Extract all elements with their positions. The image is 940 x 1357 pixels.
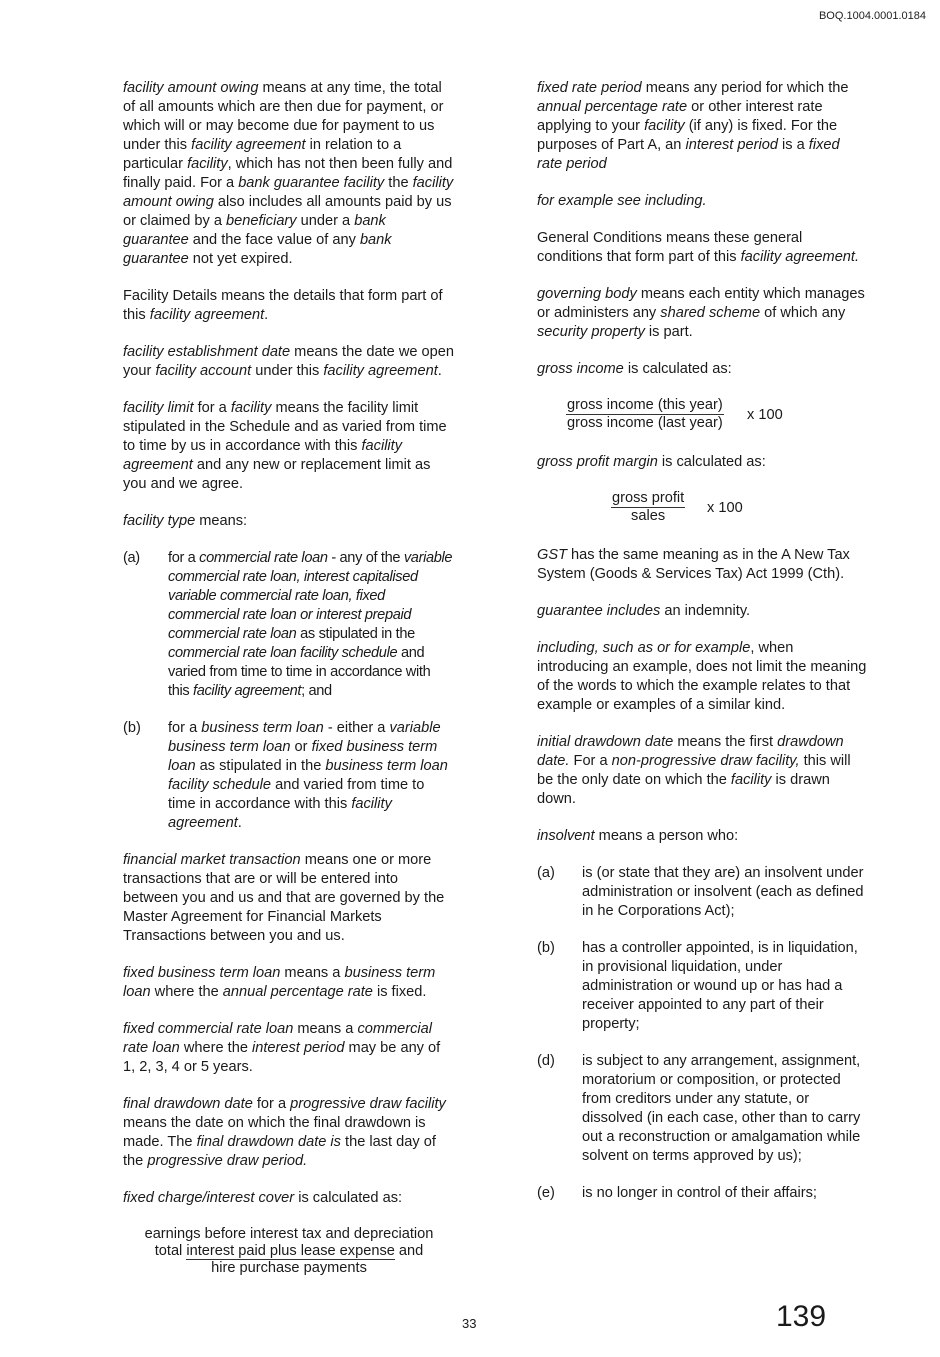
definition-final-drawdown-date: final drawdown date for a progressive draw facility means the date on which the final drawdown is made. The final drawdown date is the last day of the progressive draw period. [123,1096,446,1169]
document-reference: BOQ.1004.0001.0184 [818,10,926,22]
definition-fixed-rate-period: fixed rate period means any period for which the annual percentage rate or other interest rate applying to your facility (if any) is fixed. For the purposes of Part A, an interest period is a fixed rate period [537,80,849,172]
definition-facility-details: Facility Details means the details that form part of this facility agreement. [123,288,443,323]
definition-general-conditions: General Conditions means these general conditions that form part of this facility agreement. [537,230,860,265]
formula-numerator: gross income (this year) [567,397,723,413]
definition-including: including, such as or for example, when introducing an example, does not limit the meaning of the words to which the example relates to that example or examples of a similar kind. [537,640,867,713]
insolvent-item-d: (d) is subject to any arrangement, assignment, moratorium or composition, or protected from creditors under any statute, or dissolved (in each case, other than to carry out a reconstruction or amalgamation while solvent on terms approved by us); [537,1053,861,1164]
definition-guarantee: guarantee includes an indemnity. [537,603,751,619]
item-label: (a) [537,865,555,881]
facility-type-item-a: (a) for a commercial rate loan - any of the variable commercial rate loan, interest capitalised variable commercial rate loan, fixed commercial rate loan or interest prepaid commercial rate loan as stipulated in the commercial rate loan facility schedule and varied from time to time in accordance with this facility agreement; and [123,550,453,699]
item-label: (b) [123,720,141,736]
formula-line-1: earnings before interest tax and depreciation [144,1226,434,1242]
definition-facility-amount-owing: facility amount owing means at any time, the total of all amounts which are then due for payment, or which will or may become due for payment to us under this facility agreement in relation to a particular facility, which has not then been fully and finally paid. For a bank guarantee facility the facility amount owing also includes all amounts paid by us or claimed by a beneficiary under a bank guarantee and the face value of any bank guarantee not yet expired. [123,80,454,267]
formula-line-2: total interest paid plus lease expense and [154,1243,424,1259]
definition-financial-market-transaction: financial market transaction means one or more transactions that are or will be entered into between you and us and that are governed by the Master Agreement for Financial Markets Transactions between you and us. [123,852,445,944]
formula-denominator: gross income (last year) [567,415,723,431]
definition-fixed-business-term-loan: fixed business term loan means a business term loan where the annual percentage rate is fixed. [123,965,436,1000]
definition-facility-limit: facility limit for a facility means the facility limit stipulated in the Schedule and as varied from time to time by us in accordance with this facility agreement and any new or replacement limit as you and we agree. [123,400,447,492]
bates-number: 139 [776,1300,827,1333]
definition-gross-profit-margin: gross profit margin is calculated as: [537,454,766,470]
insolvent-item-b: (b) has a controller appointed, is in liquidation, in provisional liquidation, under administration or wound up or has had a receiver appointed to any part of their property; [537,940,858,1032]
page-number: 33 [462,1316,477,1331]
formula-line-3: hire purchase payments [211,1260,367,1276]
definition-governing-body: governing body means each entity which manages or administers any shared scheme of which any security property is part. [537,286,865,340]
formula-numerator: gross profit [612,490,685,506]
item-label: (d) [537,1053,555,1069]
definition-for-example: for example see including. [537,193,707,209]
definition-fixed-commercial-rate-loan: fixed commercial rate loan means a commercial rate loan where the interest period may be any of 1, 2, 3, 4 or 5 years. [123,1021,441,1075]
formula-multiplier: x 100 [747,407,783,423]
definition-insolvent: insolvent means a person who: [537,828,739,844]
definition-gross-income: gross income is calculated as: [537,361,732,377]
insolvent-item-a: (a) is (or state that they are) an insolvent under administration or insolvent (each as defined in he Corporations Act); [537,865,864,919]
formula-multiplier: x 100 [707,500,743,516]
fixed-charge-formula [123,1226,455,1277]
item-label: (e) [537,1185,555,1201]
facility-type-item-b: (b) for a business term loan - either a variable business term loan or fixed business term loan as stipulated in the business term loan facility schedule and varied from time to time in accordance with this facility agreement. [123,720,448,831]
gross-income-formula [537,397,867,435]
formula-denominator: sales [631,508,666,524]
gross-profit-formula [537,490,867,528]
definition-fixed-charge-interest-cover: fixed charge/interest cover is calculated as: [123,1190,403,1206]
left-column [123,79,455,1277]
definition-gst: GST has the same meaning as in the A New Tax System (Goods & Services Tax) Act 1999 (Cth). [537,547,850,582]
insolvent-item-e: (e) is no longer in control of their affairs; [537,1185,817,1201]
item-label: (b) [537,940,555,956]
definition-facility-establishment-date: facility establishment date means the date we open your facility account under this facility agreement. [123,344,454,379]
right-column [537,79,867,1221]
item-label: (a) [123,550,140,566]
definition-initial-drawdown-date: initial drawdown date means the first drawdown date. For a non-progressive draw facility, this will be the only date on which the facility is drawn down. [537,734,851,807]
definition-facility-type: facility type means: [123,513,248,529]
